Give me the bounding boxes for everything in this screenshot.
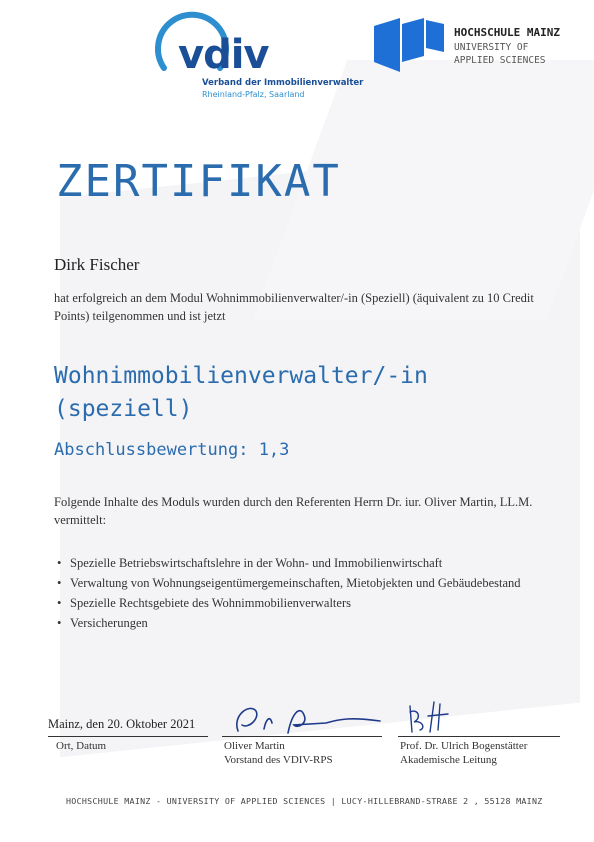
list-item: • Versicherungen [54,615,524,632]
signer-role: Akademische Leitung [400,754,497,766]
module-topics-list [54,555,524,635]
vdiv-region: Rheinland-Pfalz, Saarland [202,90,305,99]
course-title-line: Wohnimmobilienverwalter/-in [54,363,428,389]
final-grade: Abschlussbewertung: 1,3 [54,440,290,460]
signature-oliver-martin [230,695,390,739]
list-item: • Verwaltung von Wohnungseigentümergemeinschaften, Mietobjekten und Gebäudebestand [54,575,524,592]
course-title-line: (speziell) [54,396,193,422]
certificate-title: ZERTIFIKAT [56,156,341,207]
hochschule-subtitle: APPLIED SCIENCES [454,55,546,66]
signer-name: Prof. Dr. Ulrich Bogenstätter [400,740,528,752]
vdiv-logo [152,6,372,98]
place-date-caption: Ort, Datum [56,740,107,752]
vdiv-org-name: Verband der Immobilienverwalter [202,78,364,88]
vdiv-wordmark: vdiv [178,32,269,78]
hochschule-subtitle: UNIVERSITY OF [454,42,529,53]
intro-text: hat erfolgreich an dem Modul Wohnimmobilienverwalter/-in (Speziell) (äquivalent zu 10 Credit Points) teilgenommen und ist jetzt [54,291,534,323]
course-title [54,360,554,426]
signer-role: Vorstand des VDIV-RPS [224,754,333,766]
place-date: Mainz, den 20. Oktober 2021 [48,717,196,731]
list-item: • Spezielle Rechtsgebiete des Wohnimmobilienverwalters [54,595,524,612]
hochschule-mainz-mark-icon [372,16,448,76]
module-contents-intro: Folgende Inhalte des Moduls wurden durch den Referenten Herrn Dr. iur. Oliver Martin, LL.M. vermittelt: [54,495,533,527]
recipient-name: Dirk Fischer [54,255,140,274]
signer-name: Oliver Martin [224,740,285,752]
list-item: • Spezielle Betriebswirtschaftslehre in der Wohn- und Immobilienwirtschaft [54,555,524,572]
signature-line [48,736,208,737]
signature-ulrich-bogenstaetter [404,698,474,738]
footer-address: HOCHSCHULE MAINZ - UNIVERSITY OF APPLIED SCIENCES | LUCY-HILLEBRAND-STRAßE 2 , 55128 MAINZ [66,796,543,806]
hochschule-mainz-logo [372,16,582,76]
hochschule-name: HOCHSCHULE MAINZ [454,26,560,39]
